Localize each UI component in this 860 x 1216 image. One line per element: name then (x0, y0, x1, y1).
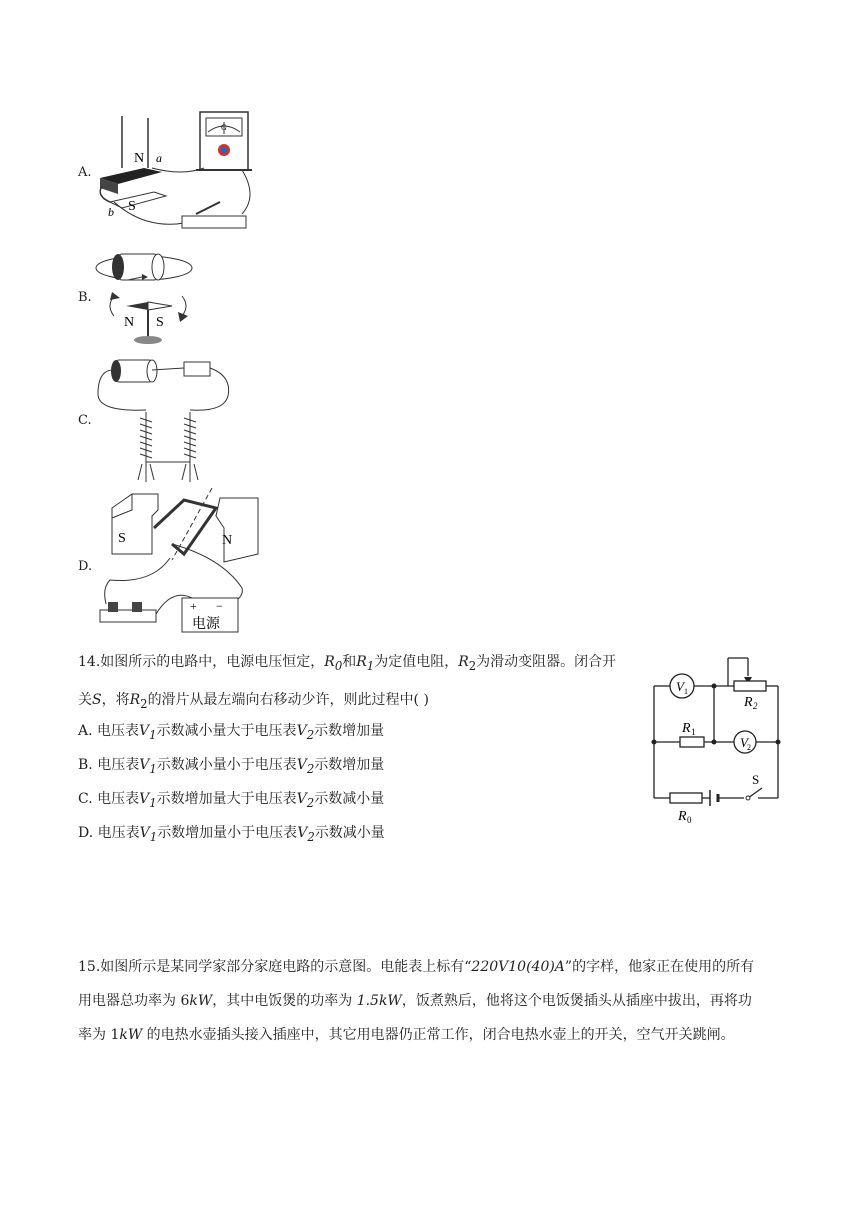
circuit-r2: R (744, 695, 753, 710)
option-a-label: A. (78, 165, 92, 180)
q14-opt-c-v1-sub: 1 (149, 795, 157, 810)
q14-r1-sub: 1 (366, 658, 375, 673)
q14-text-d: 为滑动变阻器。闭合开 (476, 654, 617, 670)
q14-r2b-sub: 2 (140, 696, 148, 711)
option-d-label: D. (78, 559, 93, 574)
fig-a-b-label: b (108, 205, 114, 219)
q14-opt-a-pre: A. 电压表 (78, 723, 140, 739)
fig-a-g-label: G (221, 123, 227, 132)
q14-opt-d-v1-sub: 1 (149, 829, 158, 844)
q14-opt-a-post: 示数增加量 (314, 723, 385, 739)
q15-kw-1: kW (189, 993, 213, 1009)
fig-a-s-label: S (128, 199, 136, 214)
q15-rice-cooker-power: 1.5kW (356, 993, 402, 1009)
q14-r2: R (458, 654, 469, 670)
q14-opt-c-pre: C. 电压表 (78, 791, 140, 807)
q14-s: S (92, 691, 102, 708)
q14-stem-line-2 (78, 683, 658, 721)
q14-opt-d-v1: V (139, 825, 150, 841)
q14-opt-c-mid: 示数增加量大于电压表 (156, 791, 297, 807)
q14-opt-d-post: 示数减小量 (314, 825, 385, 841)
fig-d-minus: − (216, 599, 223, 613)
q15-kw-3: kW (119, 1027, 143, 1043)
fig-d-s-label: S (118, 531, 126, 546)
circuit-v2: V (740, 735, 748, 750)
q14-stem-line-1 (78, 645, 658, 683)
circuit-v1: V (676, 679, 684, 694)
q14-opt-d-v2-sub: 2 (307, 829, 315, 844)
fig-b-n-label: N (124, 315, 135, 330)
q15-text-b: ”的字样，他家正在使用的所有 (564, 959, 755, 975)
q14-opt-d-v2: V (297, 825, 308, 841)
q14-opt-b-v2-sub: 2 (306, 761, 315, 776)
q15-text-e: ，饭煮熟后，他将这个电饭煲插头从插座中拔出，再将功 (401, 993, 752, 1009)
q14-text-f: ，将 (101, 691, 130, 708)
q15-meter-rating: 220V10(40)A (471, 959, 565, 975)
circuit-r1: R (682, 721, 691, 736)
q14-r2-sub: 2 (468, 658, 477, 673)
fig-a-a-label: a (156, 151, 162, 165)
option-b-label: B. (78, 290, 92, 305)
fig-d-power-label: 电源 (192, 617, 220, 632)
figure-b-coil-compass (92, 244, 202, 350)
q15-text-d: ，其中电饭煲的功率为 (212, 993, 357, 1009)
fig-a-n-label: N (134, 151, 145, 166)
circuit-r0-sub: 0 (687, 815, 692, 825)
q14-opt-b-v2: V (296, 757, 307, 773)
q14-opt-d-pre: D. 电压表 (78, 825, 140, 841)
circuit-switch-label: S (752, 772, 760, 787)
q14-opt-c-v1: V (139, 791, 150, 807)
q15-text-g: 的电热水壶插头接入插座中，其它用电器仍正常工作，闭合电热水壶上的开关，空气开关跳闸。 (142, 1027, 735, 1043)
circuit-r0: R (678, 809, 687, 824)
q15-text-a: 15.如图所示是某同学家部分家庭电路的示意图。电能表上标有“ (78, 959, 472, 975)
q14-option-d[interactable] (78, 822, 385, 844)
q14-opt-a-mid: 示数减小量大于电压表 (156, 723, 297, 739)
q14-text-e: 关 (78, 691, 92, 708)
q14-opt-b-mid: 示数减小量小于电压表 (156, 757, 297, 773)
q14-option-a[interactable] (78, 720, 384, 742)
q14-option-b[interactable] (78, 754, 384, 776)
q15-text-f: 率为 1 (78, 1027, 120, 1043)
q14-option-c[interactable] (78, 788, 384, 810)
figure-a-generator-galvanometer (92, 106, 262, 236)
fig-d-n-label: N (222, 533, 233, 548)
q14-opt-b-post: 示数增加量 (314, 757, 385, 773)
q14-opt-b-pre: B. 电压表 (78, 757, 140, 773)
q14-opt-b-v1: V (139, 757, 150, 773)
circuit-r2-sub: 2 (753, 701, 758, 711)
fig-b-s-label: S (156, 315, 164, 330)
circuit-v1-sub: 1 (684, 687, 688, 696)
q14-opt-c-post: 示数减小量 (314, 791, 385, 807)
circuit-v2-sub: 2 (747, 743, 751, 752)
q14-text-g: 的滑片从最左端向右移动少许，则此过程中( ) (147, 691, 429, 708)
q14-text-a: 14.如图所示的电路中，电源电压恒定， (78, 654, 325, 670)
q14-r2b: R (129, 691, 141, 708)
q14-opt-a-v2: V (296, 723, 307, 739)
figure-c-electromagnets (92, 352, 238, 486)
q14-opt-c-v2-sub: 2 (306, 795, 315, 810)
q14-opt-a-v1: V (139, 723, 150, 739)
q14-text-c: 为定值电阻， (374, 654, 459, 670)
q15-stem-line-1 (78, 950, 798, 984)
q15-stem-line-2 (78, 984, 798, 1018)
q14-stem (78, 645, 658, 721)
q14-opt-b-v1-sub: 1 (149, 761, 157, 776)
q14-opt-d-mid: 示数增加量小于电压表 (157, 825, 298, 841)
fig-d-plus: + (190, 599, 197, 613)
figure-d-motor (92, 488, 262, 638)
q14-circuit-diagram (648, 650, 788, 830)
q14-opt-c-v2: V (296, 791, 307, 807)
q15-text-c: 用电器总功率为 6 (78, 993, 190, 1009)
option-c-label: C. (78, 413, 92, 428)
q14-r0: R (324, 654, 335, 670)
q14-r0-sub: 0 (334, 658, 343, 673)
q14-opt-a-v1-sub: 1 (149, 727, 157, 742)
q14-text-b: 和 (342, 654, 357, 670)
q14-opt-a-v2-sub: 2 (306, 727, 315, 742)
q15-stem (78, 950, 798, 1052)
q14-r1: R (356, 654, 367, 670)
q15-stem-line-3 (78, 1018, 798, 1052)
circuit-r1-sub: 1 (691, 727, 696, 737)
